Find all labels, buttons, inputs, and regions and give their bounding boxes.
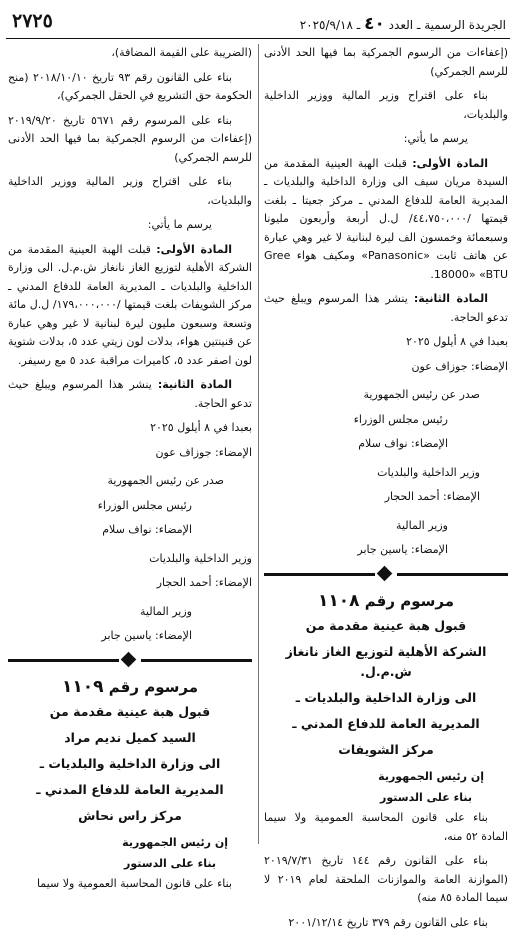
interior-minister-title: وزير الداخلية والبلديات [149,551,252,565]
issue-place-date: بعبدا في ٨ أيلول ٢٠٢٥ [150,421,252,434]
section-separator [264,568,508,582]
decree-number: ١١٠٨ [318,590,360,611]
article-one-label: المادة الأولى: [412,156,488,170]
article-two-text: ينشر هذا المرسوم ويبلغ حيث تدعو الحاجة. [264,292,508,324]
page-number: ٢٧٢٥ [12,10,53,32]
legal-basis: بناء على القانون رقم ٩٣ تاريخ ٢٠١٨/١٠/١٠ (منح الحكومة حق التشريع في الحقل الجمركي)، [8,70,252,102]
issue-place-date: بعبدا في ٨ أيلول ٢٠٢٥ [406,335,508,348]
pm-title: رئيس مجلس الوزراء [353,412,448,426]
article-two [264,290,508,327]
decree-label: مرسوم رقم [108,677,198,696]
issued-by-president: صدر عن رئيس الجمهورية [107,474,224,487]
decree-title-line: قبول هبة عينية مقدمة من [305,618,467,633]
decree-title-line: المديرية العامة للدفاع المدني ـ [292,716,480,731]
decree-title-line: الى وزارة الداخلية والبلديات ـ [39,756,221,771]
legal-basis: بناء على قانون المحاسبة العمومية ولا سيما المادة ٥٢ منه، [264,811,508,843]
page-header [6,6,510,39]
interior-minister-title: وزير الداخلية والبلديات [377,465,480,479]
article-two-label: المادة الثانية: [413,292,488,305]
decree-title-line: قبول هبة عينية مقدمة من [49,704,211,719]
president-line: إن رئيس الجمهورية [378,770,484,783]
gazette-title [300,14,506,34]
signature-salam: الإمضاء: نواف سلام [102,523,192,536]
article-one-text: قبلت الهبة العينية المقدمة من الشركة الأهلية لتوزيع الغاز نانغاز ش.م.ل. الى وزارة الداخلية والبلديات ـ المديرية العامة للدفاع المدني ـ مركز الشويفات بلغت قيمتها /١٧٩،٠٠٠،٠٠٠/ ل.ل مائة وتسعة وسبعون مليون ليرة لبنانية لا غير وهي عبارة عن قنينتين هواء، بدلات لون زيتي عدد ٥، بدلات شتوية لون اصفر عدد ٥، كاميرات مراقبة عدد ٥ مع رسيفر. [8,242,253,367]
article-two-text: ينشر هذا المرسوم ويبلغ حيث تدعو الحاجة. [8,378,252,410]
exemptions-text: (إعفاءات من الرسوم الجمركية بما فيها الحد الأدنى للرسم الجمركي) [264,46,508,78]
signature-hajjar: الإمضاء: أحمد الحجار [156,576,252,589]
article-two-label: المادة الثانية: [157,378,232,391]
right-column [264,44,508,938]
pm-title: رئيس مجلس الوزراء [97,498,192,512]
article-two [8,376,252,413]
legal-basis: بناء على القانون رقم ١٤٤ تاريخ ٢٠١٩/٧/٣١ (الموازنة العامة والموازنات الملحقة لعام ٢٠١٩ لا سيما المادة ٨٥ منه) [264,854,508,904]
section-separator [8,654,252,668]
president-line: إن رئيس الجمهورية [122,836,228,849]
vat-text: (الضريبة على القيمة المضافة)، [111,46,252,59]
signature-hajjar: الإمضاء: أحمد الحجار [384,490,480,503]
decree-title-line: مركز الشويفات [338,742,434,757]
signature-jaber: الإمضاء: ياسين جابر [101,629,192,642]
signature-jaber: الإمضاء: ياسين جابر [357,543,448,556]
decree-label: مرسوم رقم [364,591,454,610]
finance-minister-title: وزير المالية [396,518,448,532]
decree-title-line: مركز راس نحاش [78,808,182,823]
signature-aoun: الإمضاء: جوزاف عون [155,445,252,459]
finance-minister-title: وزير المالية [140,604,192,618]
proposal-text: بناء على اقتراح وزير المالية ووزير الداخلية والبلديات، [8,175,252,207]
decrees-following: يرسم ما يأتي: [403,132,468,145]
title-prefix: الجريدة الرسمية ـ العدد [388,18,506,32]
decree-heading [264,592,508,611]
decree-heading [8,678,252,697]
legal-basis: بناء على قانون المحاسبة العمومية ولا سيما [36,877,232,890]
constitution-line: بناء على الدستور [124,856,216,870]
decree-title-line: المديرية العامة للدفاع المدني ـ [36,782,224,797]
article-one [8,241,252,371]
proposal-text: بناء على اقتراح وزير المالية ووزير الداخلية والبلديات، [264,89,508,121]
issued-by-president: صدر عن رئيس الجمهورية [363,388,480,401]
signature-aoun: الإمضاء: جوزاف عون [411,359,508,373]
legal-basis: بناء على القانون رقم ٣٧٩ تاريخ ٢٠٠١/١٢/١٤ [288,915,488,929]
left-column [8,44,252,900]
decrees-following: يرسم ما يأتي: [147,218,212,231]
column-divider [258,44,259,844]
issue-date: ـ ٢٠٢٥/٩/١٨ [299,18,361,32]
article-one-text: قبلت الهبة العينية المقدمة من السيدة مريان سيف الى وزارة الداخلية والبلديات ـ المديرية العامة للدفاع المدني ـ مركز جعيتا ـ بلغت قيمتها /٤٤،٧٥٠،٠٠٠/ ل.ل أربعة وأربعون مليونا وسبعمائة وخمسون الف ليرة لبنانية لا غير وهي عبارة عن هاتف ثابت «Panasonic» ومكيف هواء Gree 18000» «BTU. [264,156,508,281]
decree-title-line: السيد كميل نديم مراد [64,730,196,745]
article-one [264,155,508,285]
decree-title-line: الشركة الأهلية لتوزيع الغاز نانغاز ش.م.ل. [285,644,487,679]
constitution-line: بناء على الدستور [380,790,472,804]
issue-number: ٤٠ [364,14,385,34]
signature-salam: الإمضاء: نواف سلام [358,437,448,450]
decree-number: ١١٠٩ [62,676,104,697]
article-one-label: المادة الأولى: [156,242,232,256]
legal-basis: بناء على المرسوم رقم ٥٦٧١ تاريخ ٢٠١٩/٩/٢٠ (إعفاءات من الرسوم الجمركية بما فيها الحد الأدنى للرسم الجمركي) [8,113,252,164]
decree-title-line: الى وزارة الداخلية والبلديات ـ [295,690,477,705]
